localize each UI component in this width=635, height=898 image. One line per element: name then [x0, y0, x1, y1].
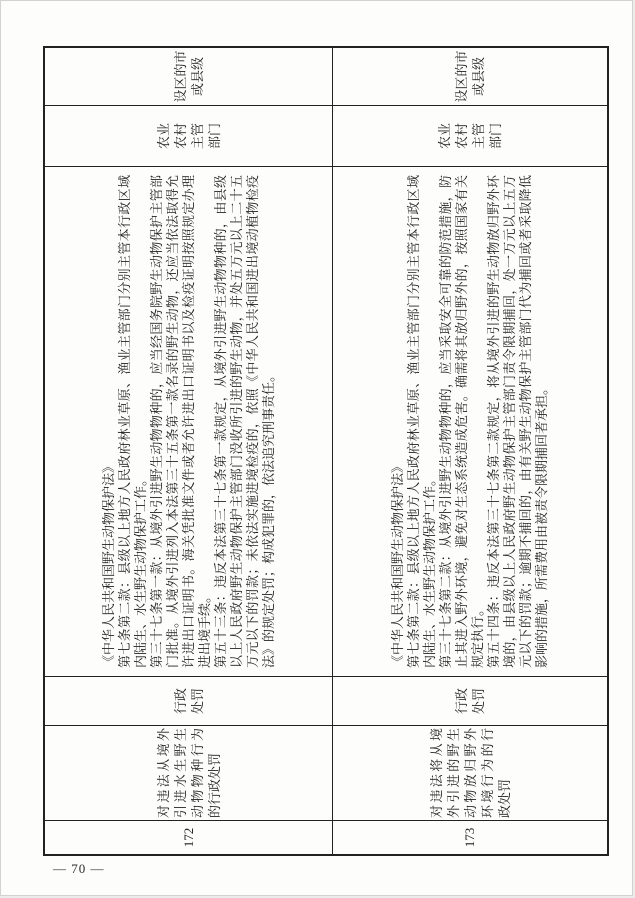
penalty-type-text: 行政处罚 — [172, 688, 205, 715]
penalty-type-cell — [333, 676, 607, 725]
law-paragraph: 第五十三条：违反本法第三十七条第一款规定，从境外引进野生动物物种的，由县级以上人民政府野生动物保护主管部门没收所引进的野生动物，并处五万元以上二十五万元以下的罚款；未依法实施进境检疫的，依照《中华人民共和国进出境动植物检疫法》的规定处罚；构成犯罪的，依法追究刑事责任。 — [212, 175, 276, 668]
law-paragraph: 第七条第二款：县级以上地方人民政府林业草原、渔业主管部门分别主管本行政区域内陆生、水生野生动物保护工作。 — [406, 175, 437, 668]
penalty-type-cell — [45, 676, 332, 725]
seq-cell — [333, 820, 607, 854]
table-row — [45, 48, 333, 854]
page-number: — 70 — — [53, 861, 105, 876]
level-text: 设区的市或县级 — [172, 50, 205, 103]
level-text: 设区的市或县级 — [454, 50, 486, 103]
law-paragraph: 第五十四条：违反本法第三十七条第二款规定，将从境外引进的野生动物放归野外环境的，由县级以上人民政府野生动物保护主管部门责令限期捕回，处一万元以上五万元以下的罚款；逾期不捕回的，由有关野生动物保护主管部门代为捕回或者采取降低影响的措施，所需费用由被责令限期捕回者承担。 — [486, 175, 549, 668]
level-cell — [333, 48, 607, 105]
department-cell — [333, 105, 607, 166]
violation-item-cell — [45, 725, 332, 820]
law-title: 《中华人民共和国野生动物保护法》 — [390, 459, 405, 668]
department-text: 农业农村主管部门 — [155, 123, 222, 150]
violation-item-text: 对违法从境外引进水生野生动物物种行为的行政处罚 — [155, 728, 222, 818]
department-text: 农业农村主管部门 — [437, 123, 503, 150]
seq-number: 172 — [180, 827, 196, 848]
table-row — [333, 48, 607, 854]
law-paragraph: 第三十七条第二款：从境外引进野生动物物种的，应当采取安全可靠的防范措施，防止其进入野外环境，避免对生态系统造成危害。确需将其放归野外的，按照国家有关规定执行。 — [438, 175, 485, 668]
legal-basis-cell — [333, 166, 607, 676]
law-title: 《中华人民共和国野生动物保护法》 — [100, 459, 116, 668]
violation-item-cell — [333, 725, 607, 820]
department-cell — [45, 105, 332, 166]
penalty-type-text: 行政处罚 — [454, 688, 486, 715]
administrative-penalty-table — [43, 46, 609, 856]
law-paragraph: 第三十七条第一款：从境外引进野生动物物种的，应当经国务院野生动物保护主管部门批准。从境外引进列入本法第三十五条第一款名录的野生动物，还应当依法取得允许进出口证明书。海关凭批准文件或者允许进出口证明书以及检疫证明按照规定办理进出境手续。 — [148, 175, 212, 668]
level-cell — [45, 48, 332, 105]
rotated-table-container — [43, 46, 609, 856]
legal-basis-text — [390, 175, 550, 668]
law-paragraph: 第七条第二款：县级以上地方人民政府林业草原、渔业主管部门分别主管本行政区域内陆生、水生野生动物保护工作。 — [116, 175, 148, 668]
legal-basis-cell — [45, 166, 332, 676]
seq-cell — [45, 820, 332, 854]
legal-basis-text — [101, 175, 277, 668]
violation-item-text: 对违法将从境外引进的野生动物放归野外环境行为的行政处罚 — [428, 728, 512, 818]
seq-number: 173 — [462, 827, 477, 848]
